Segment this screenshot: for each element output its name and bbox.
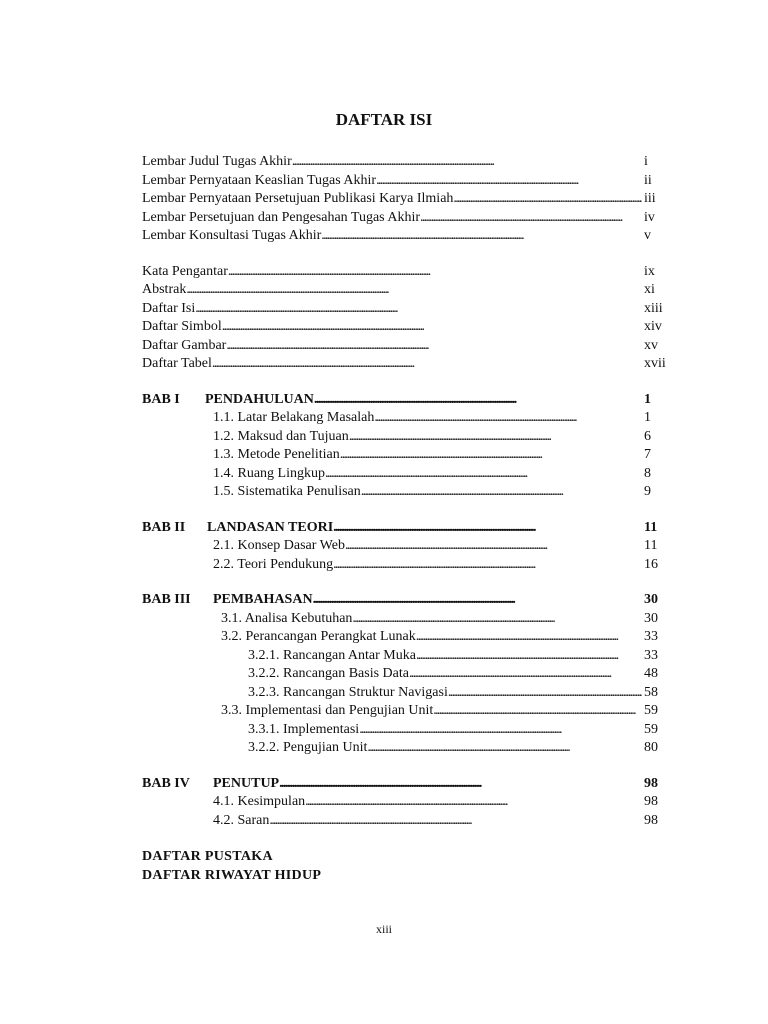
toc-entry bbox=[142, 428, 670, 447]
toc-entry bbox=[142, 300, 670, 319]
toc-entry-page: 7 bbox=[644, 447, 651, 462]
toc-entry-label: 1.2. Maksud dan Tujuan . . . bbox=[213, 428, 642, 447]
toc-entry-page: 33 bbox=[644, 629, 658, 644]
toc-entry-label: 3.3. Implementasi dan Pengujian Unit . . . bbox=[221, 702, 642, 721]
toc-entry-label: 4.1. Kesimpulan . . . bbox=[213, 793, 642, 812]
toc-entry-label: Lembar Pernyataan Keaslian Tugas Akhir . . . bbox=[142, 172, 642, 191]
toc-entry-page: 59 bbox=[644, 721, 658, 737]
chapter-page: 30 bbox=[644, 592, 658, 607]
toc-entry-label: Daftar Simbol . . . bbox=[142, 318, 642, 337]
toc-entry-page: 98 bbox=[644, 812, 658, 828]
toc-entry-label: Lembar Judul Tugas Akhir . . . bbox=[142, 153, 642, 172]
toc-entry-label: Daftar Gambar . . . bbox=[142, 337, 642, 356]
toc-entry bbox=[142, 209, 670, 228]
chapter-page: 1 bbox=[644, 391, 651, 407]
toc-entry bbox=[142, 721, 670, 740]
toc-entry-page: 98 bbox=[644, 794, 658, 809]
toc-entry bbox=[142, 684, 670, 703]
table-of-contents bbox=[142, 153, 670, 885]
toc-entry-page: ix bbox=[644, 263, 655, 279]
toc-entry-page: iii bbox=[644, 191, 656, 206]
toc-entry bbox=[142, 355, 670, 374]
toc-entry-page: iv bbox=[644, 209, 655, 225]
toc-entry bbox=[142, 337, 670, 356]
toc-entry-label: 4.2. Saran . . . bbox=[213, 812, 642, 831]
toc-entry-page: 11 bbox=[644, 538, 658, 553]
toc-entry-label: 3.2.2. Rancangan Basis Data . . . bbox=[248, 665, 642, 684]
toc-entry-label: Daftar Isi . . . bbox=[142, 300, 642, 319]
toc-entry-label: 2.1. Konsep Dasar Web . . . bbox=[213, 537, 642, 556]
chapter-number: BAB II bbox=[142, 519, 186, 535]
toc-entry-page: xiv bbox=[644, 319, 662, 334]
chapter-heading bbox=[142, 519, 670, 538]
chapter-page: 98 bbox=[644, 775, 658, 791]
toc-entry-page: xiii bbox=[644, 300, 663, 316]
toc-entry-page: 1 bbox=[644, 410, 651, 425]
toc-entry bbox=[142, 281, 670, 300]
toc-entry-label: Lembar Konsultasi Tugas Akhir . . . bbox=[142, 227, 642, 246]
chapter-title: PENDAHULUAN . . . bbox=[205, 391, 642, 410]
toc-entry bbox=[142, 227, 670, 246]
toc-entry bbox=[142, 318, 670, 337]
chapter-heading bbox=[142, 391, 670, 410]
toc-entry-label: Kata Pengantar . . . bbox=[142, 263, 642, 282]
chapter-title: PENUTUP . . . bbox=[213, 775, 642, 794]
toc-entry-page: v bbox=[644, 228, 651, 243]
toc-entry-label: Abstrak . . . bbox=[142, 281, 642, 300]
toc-entry-label: 1.3. Metode Penelitian . . . bbox=[213, 446, 642, 465]
spacer bbox=[142, 502, 670, 519]
chapter-title: PEMBAHASAN . . . bbox=[213, 591, 642, 610]
toc-entry bbox=[142, 190, 670, 209]
toc-entry-label: 3.3.1. Implementasi . . . bbox=[248, 721, 642, 740]
chapter-page: 11 bbox=[644, 519, 658, 535]
toc-entry-page: 59 bbox=[644, 703, 658, 718]
toc-entry-page: 9 bbox=[644, 484, 651, 499]
toc-entry-label: 3.2.3. Rancangan Struktur Navigasi . . . bbox=[248, 684, 642, 703]
toc-entry bbox=[142, 556, 670, 575]
page-number: xiii bbox=[375, 922, 392, 936]
toc-entry bbox=[142, 483, 670, 502]
spacer bbox=[142, 758, 670, 775]
toc-entry-page: 48 bbox=[644, 666, 658, 681]
spacer bbox=[142, 374, 670, 391]
chapter-number: BAB III bbox=[142, 592, 191, 607]
toc-entry bbox=[142, 739, 670, 758]
toc-entry-page: 6 bbox=[644, 428, 651, 444]
toc-entry bbox=[142, 409, 670, 428]
toc-entry bbox=[142, 465, 670, 484]
toc-entry-label: Lembar Pernyataan Persetujuan Publikasi Karya Ilmiah . . . bbox=[142, 190, 642, 209]
toc-entry bbox=[142, 793, 670, 812]
toc-entry bbox=[142, 153, 670, 172]
toc-entry bbox=[142, 812, 670, 831]
toc-entry-page: 30 bbox=[644, 610, 658, 626]
back-matter-entry: DAFTAR RIWAYAT HIDUP bbox=[142, 867, 322, 883]
spacer bbox=[142, 246, 670, 263]
chapter-number: BAB IV bbox=[142, 775, 190, 791]
toc-entry-page: 8 bbox=[644, 465, 651, 481]
toc-entry bbox=[142, 537, 670, 556]
toc-entry-label: 3.2. Perancangan Perangkat Lunak . . . bbox=[221, 628, 642, 647]
toc-entry-page: xv bbox=[644, 337, 658, 353]
toc-entry-label: 1.5. Sistematika Penulisan . . . bbox=[213, 483, 642, 502]
toc-entry bbox=[142, 263, 670, 282]
toc-entry-page: ii bbox=[644, 172, 652, 188]
toc-entry-label: 1.4. Ruang Lingkup . . . bbox=[213, 465, 642, 484]
toc-entry bbox=[142, 665, 670, 684]
toc-entry-page: xvii bbox=[644, 356, 666, 371]
toc-entry-label: 1.1. Latar Belakang Masalah . . . bbox=[213, 409, 642, 428]
chapter-heading bbox=[142, 775, 670, 794]
page-title: DAFTAR ISI bbox=[335, 110, 433, 129]
toc-entry bbox=[142, 628, 670, 647]
toc-entry-page: 16 bbox=[644, 556, 658, 572]
toc-entry-label: 3.2.1. Rancangan Antar Muka . . . bbox=[248, 647, 642, 666]
toc-entry-label: 2.2. Teori Pendukung . . . bbox=[213, 556, 642, 575]
toc-entry bbox=[142, 172, 670, 191]
spacer bbox=[142, 574, 670, 591]
toc-entry-page: xi bbox=[644, 282, 655, 297]
chapter-heading bbox=[142, 591, 670, 610]
toc-entry bbox=[142, 610, 670, 629]
toc-entry bbox=[142, 647, 670, 666]
chapter-title: LANDASAN TEORI . . . bbox=[207, 519, 642, 538]
toc-entry-label: Lembar Persetujuan dan Pengesahan Tugas Akhir . . . bbox=[142, 209, 642, 228]
toc-entry-page: 58 bbox=[644, 684, 658, 700]
toc-entry bbox=[142, 702, 670, 721]
toc-entry-label: 3.1. Analisa Kebutuhan . . . bbox=[221, 610, 642, 629]
toc-entry-page: 80 bbox=[644, 740, 658, 755]
toc-entry bbox=[142, 446, 670, 465]
toc-entry-label: Daftar Tabel . . . bbox=[142, 355, 642, 374]
toc-entry-page: 33 bbox=[644, 647, 658, 663]
spacer bbox=[142, 830, 670, 848]
back-matter-entry: DAFTAR PUSTAKA bbox=[142, 849, 273, 864]
toc-entry-label: 3.2.2. Pengujian Unit . . . bbox=[248, 739, 642, 758]
chapter-number: BAB I bbox=[142, 391, 180, 407]
toc-entry-page: i bbox=[644, 154, 648, 169]
